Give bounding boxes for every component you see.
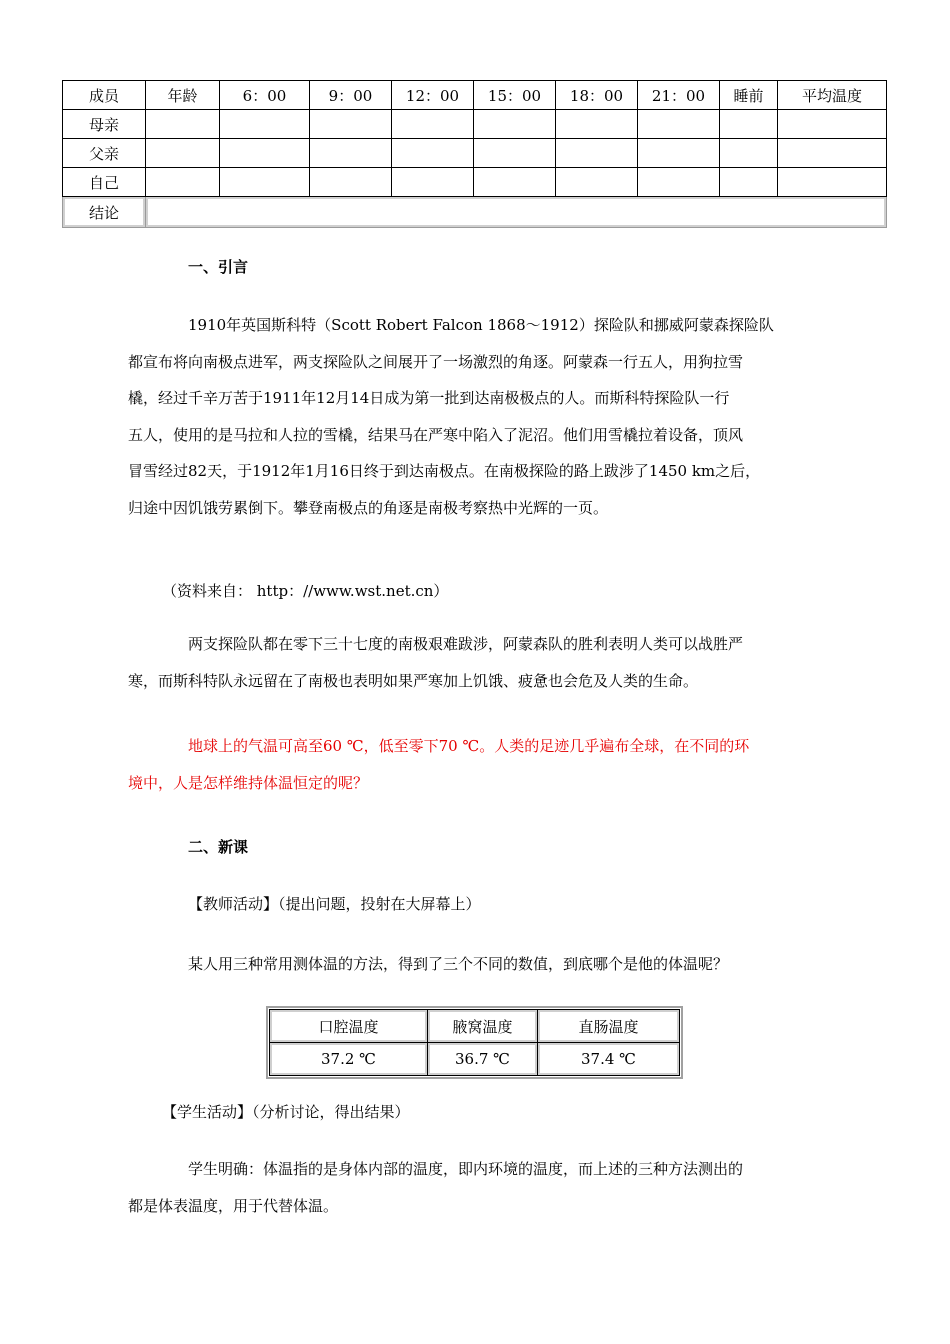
- header-cell: 直肠温度: [538, 1010, 680, 1043]
- student-activity: 【学生活动】（分析讨论，得出结果）: [162, 1103, 410, 1121]
- row-label: 自己: [63, 168, 146, 197]
- empty-cell[interactable]: [556, 139, 638, 168]
- paragraph-line: 都是体表温度，用于代替体温。: [128, 1196, 339, 1215]
- paragraph-line: 冒雪经过82天，于1912年1月16日终于到达南极点。在南极探险的路上跋涉了1450 km之后，: [128, 462, 761, 480]
- question-paragraph: [128, 728, 828, 801]
- header-cell: 21：00: [638, 81, 720, 110]
- empty-cell[interactable]: [310, 139, 392, 168]
- empty-cell[interactable]: [778, 168, 887, 197]
- header-cell: 成员: [63, 81, 146, 110]
- conclusion-row: [63, 197, 887, 228]
- empty-cell[interactable]: [220, 139, 310, 168]
- header-cell: 腋窝温度: [428, 1010, 538, 1043]
- header-cell: 18：00: [556, 81, 638, 110]
- teacher-activity: 【教师活动】（提出问题，投射在大屏幕上）: [188, 895, 481, 913]
- empty-cell[interactable]: [474, 110, 556, 139]
- analysis-paragraph: [128, 626, 828, 699]
- table-header-row: [63, 81, 887, 110]
- empty-cell[interactable]: [720, 139, 778, 168]
- empty-cell[interactable]: [392, 139, 474, 168]
- empty-cell[interactable]: [310, 168, 392, 197]
- conclusion-label: 结论: [63, 197, 146, 228]
- header-cell: 平均温度: [778, 81, 887, 110]
- header-cell: 12：00: [392, 81, 474, 110]
- paragraph-line: 归途中因饥饿劳累倒下。攀登南极点的角逐是南极考察热中光辉的一页。: [128, 498, 609, 517]
- empty-cell[interactable]: [146, 139, 220, 168]
- empty-cell[interactable]: [556, 110, 638, 139]
- table-row: [63, 139, 887, 168]
- body-temperature-table: [269, 1009, 680, 1076]
- source-citation: （资料来自： http：//www.wst.net.cn）: [162, 582, 449, 600]
- empty-cell[interactable]: [310, 110, 392, 139]
- question-prompt: 某人用三种常用测体温的方法，得到了三个不同的数值，到底哪个是他的体温呢？: [188, 955, 729, 973]
- empty-cell[interactable]: [638, 139, 720, 168]
- empty-cell[interactable]: [638, 110, 720, 139]
- value-cell: 37.4 ℃: [538, 1043, 680, 1076]
- paragraph-line: 五人，使用的是马拉和人拉的雪橇，结果马在严寒中陷入了泥沼。他们用雪橇拉着设备，顶风: [128, 425, 744, 444]
- header-cell: 9：00: [310, 81, 392, 110]
- empty-cell[interactable]: [392, 110, 474, 139]
- value-cell: 36.7 ℃: [428, 1043, 538, 1076]
- header-cell: 年龄: [146, 81, 220, 110]
- paragraph-line: 都宣布将向南极点进军，两支探险队之间展开了一场激烈的角逐。阿蒙森一行五人，用狗拉雪: [128, 352, 744, 371]
- row-label: 母亲: [63, 110, 146, 139]
- table-row: [63, 168, 887, 197]
- intro-paragraph: [128, 307, 828, 526]
- header-cell: 口腔温度: [270, 1010, 428, 1043]
- header-cell: 睡前: [720, 81, 778, 110]
- conclusion-cell[interactable]: [146, 197, 887, 228]
- empty-cell[interactable]: [392, 168, 474, 197]
- empty-cell[interactable]: [220, 110, 310, 139]
- empty-cell[interactable]: [220, 168, 310, 197]
- empty-cell[interactable]: [720, 110, 778, 139]
- section-heading-new-lesson: 二、新课: [188, 838, 249, 856]
- empty-cell[interactable]: [556, 168, 638, 197]
- paragraph-line: 地球上的气温可高至60 ℃，低至零下70 ℃。人类的足迹几乎遍布全球，在不同的环: [188, 737, 750, 755]
- empty-cell[interactable]: [474, 139, 556, 168]
- empty-cell[interactable]: [778, 139, 887, 168]
- empty-cell[interactable]: [720, 168, 778, 197]
- empty-cell[interactable]: [474, 168, 556, 197]
- temperature-record-table: [62, 80, 887, 228]
- paragraph-line: 两支探险队都在零下三十七度的南极艰难跋涉，阿蒙森队的胜利表明人类可以战胜严: [188, 635, 744, 653]
- empty-cell[interactable]: [638, 168, 720, 197]
- paragraph-line: 橇，经过千辛万苦于1911年12月14日成为第一批到达南极极点的人。而斯科特探险队一行: [128, 389, 730, 407]
- empty-cell[interactable]: [778, 110, 887, 139]
- paragraph-line: 学生明确：体温指的是身体内部的温度，即内环境的温度，而上述的三种方法测出的: [188, 1160, 744, 1178]
- value-cell: 37.2 ℃: [270, 1043, 428, 1076]
- paragraph-line: 境中，人是怎样维持体温恒定的呢？: [128, 773, 369, 792]
- header-cell: 6：00: [220, 81, 310, 110]
- table-header-row: [270, 1010, 680, 1043]
- paragraph-line: 寒，而斯科特队永远留在了南极也表明如果严寒加上饥饿、疲惫也会危及人类的生命。: [128, 671, 699, 690]
- section-heading-intro: 一、引言: [188, 258, 249, 276]
- student-conclusion-paragraph: [128, 1151, 828, 1224]
- paragraph-line: 1910年英国斯科特（Scott Robert Falcon 1868～1912）探险队和挪威阿蒙森探险队: [188, 316, 774, 334]
- table-row: [63, 110, 887, 139]
- header-cell: 15：00: [474, 81, 556, 110]
- empty-cell[interactable]: [146, 168, 220, 197]
- empty-cell[interactable]: [146, 110, 220, 139]
- row-label: 父亲: [63, 139, 146, 168]
- table-row: [270, 1043, 680, 1076]
